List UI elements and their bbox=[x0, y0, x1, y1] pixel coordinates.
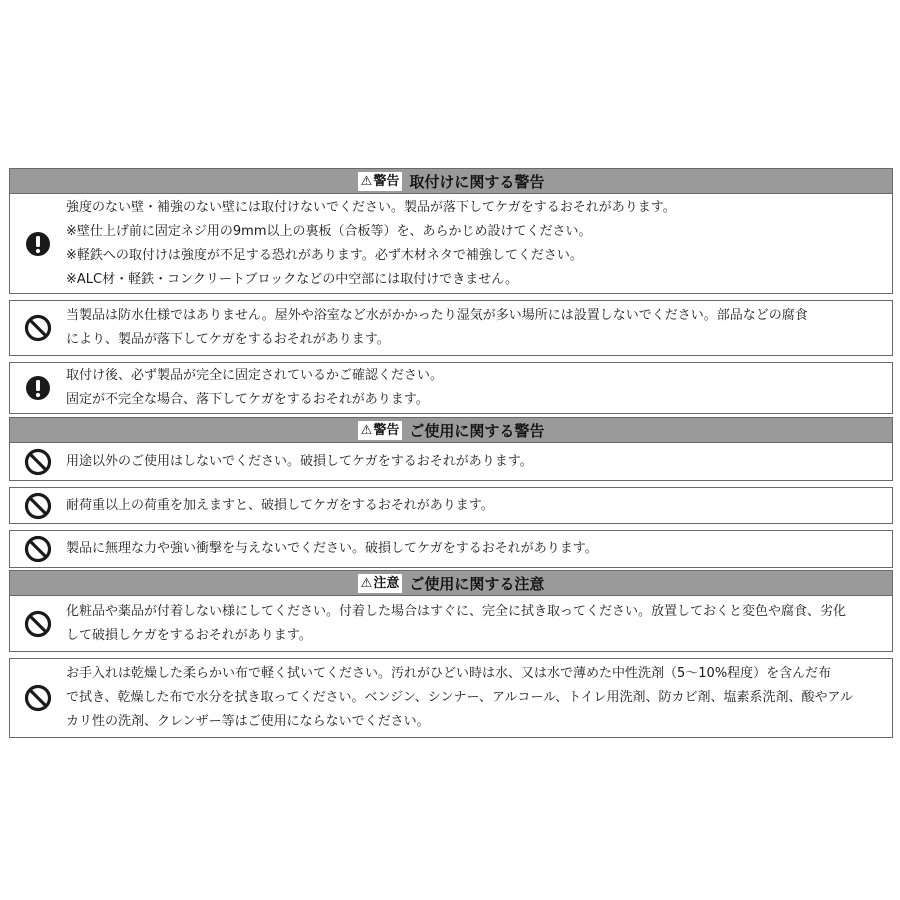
caution-badge: ⚠ 注意 bbox=[358, 574, 403, 593]
section-install-warning bbox=[9, 168, 893, 414]
item-text: カリ性の洗剤、クレンザー等はご使用にならないでください。 bbox=[66, 714, 430, 729]
item-text: 取付け後、必ず製品が完全に固定されているかご確認ください。 bbox=[66, 368, 444, 383]
list-item bbox=[9, 300, 893, 356]
item-text: により、製品が落下してケガをするおそれがあります。 bbox=[66, 332, 390, 347]
item-text: ※ALC材・軽鉄・コンクリートブロックなどの中空部には取付けできません。 bbox=[66, 271, 518, 287]
warning-triangle-icon: ⚠ bbox=[360, 173, 373, 189]
prohibited-icon bbox=[24, 448, 52, 476]
item-text: お手入れは乾燥した柔らかい布で軽く拭いてください。汚れがひどい時は水、又は水で薄めた中性洗剤（5〜10%程度）を含んだ布 bbox=[66, 666, 832, 681]
item-text: 用途以外のご使用はしないでください。破損してケガをするおそれがあります。 bbox=[66, 453, 533, 469]
item-text: 当製品は防水仕様ではありません。屋外や浴室など水がかかったり湿気が多い場所には設置しないでください。部品などの腐食 bbox=[66, 308, 808, 323]
warning-badge: ⚠ 警告 bbox=[358, 172, 403, 191]
item-text: ※壁仕上げ前に固定ネジ用の9mm以上の裏板（合板等）を、あらかじめ設けてください。 bbox=[66, 223, 592, 239]
list-item bbox=[9, 443, 893, 481]
prohibited-icon bbox=[24, 314, 52, 342]
list-item bbox=[9, 487, 893, 524]
section-usage-warning bbox=[9, 417, 893, 568]
item-text: 製品に無理な力や強い衝撃を与えないでください。破損してケガをするおそれがあります。 bbox=[66, 541, 598, 556]
item-text: 化粧品や薬品が付着しない様にしてください。付着した場合はすぐに、完全に拭き取ってください。放置しておくと変色や腐食、劣化 bbox=[66, 603, 847, 619]
section-title: ご使用に関する警告 bbox=[409, 421, 545, 440]
item-text: 耐荷重以上の荷重を加えますと、破損してケガをするおそれがあります。 bbox=[66, 497, 494, 513]
section-header bbox=[9, 168, 893, 194]
item-text: 強度のない壁・補強のない壁には取付けないでください。製品が落下してケガをするおそれがあります。 bbox=[66, 199, 676, 215]
list-item bbox=[9, 596, 893, 652]
item-text: 固定が不完全な場合、落下してケガをするおそれがあります。 bbox=[66, 392, 429, 407]
warning-triangle-icon: ⚠ bbox=[360, 422, 373, 438]
list-item bbox=[9, 362, 893, 414]
warning-badge: ⚠ 警告 bbox=[358, 421, 403, 440]
section-header bbox=[9, 570, 893, 596]
item-text: ※軽鉄への取付けは強度が不足する恐れがあります。必ず木材ネタで補強してください。 bbox=[66, 247, 583, 263]
section-title: 取付けに関する警告 bbox=[409, 172, 545, 191]
section-header bbox=[9, 417, 893, 443]
section-title: ご使用に関する注意 bbox=[409, 574, 545, 593]
prohibited-icon bbox=[24, 610, 52, 638]
item-text: で拭き、乾燥した布で水分を拭き取ってください。ベンジン、シンナー、アルコール、トイレ用洗剤、防カビ剤、塩素系洗剤、酸やアル bbox=[66, 690, 853, 705]
prohibited-icon bbox=[24, 492, 52, 520]
list-item bbox=[9, 530, 893, 568]
list-item bbox=[9, 194, 893, 294]
prohibited-icon bbox=[24, 684, 52, 712]
prohibited-icon bbox=[24, 535, 52, 563]
exclamation-icon bbox=[24, 374, 52, 402]
exclamation-icon bbox=[24, 230, 52, 258]
section-usage-caution bbox=[9, 570, 893, 738]
warning-triangle-icon: ⚠ bbox=[360, 575, 373, 591]
list-item bbox=[9, 658, 893, 738]
item-text: して破損しケガをするおそれがあります。 bbox=[66, 627, 312, 643]
